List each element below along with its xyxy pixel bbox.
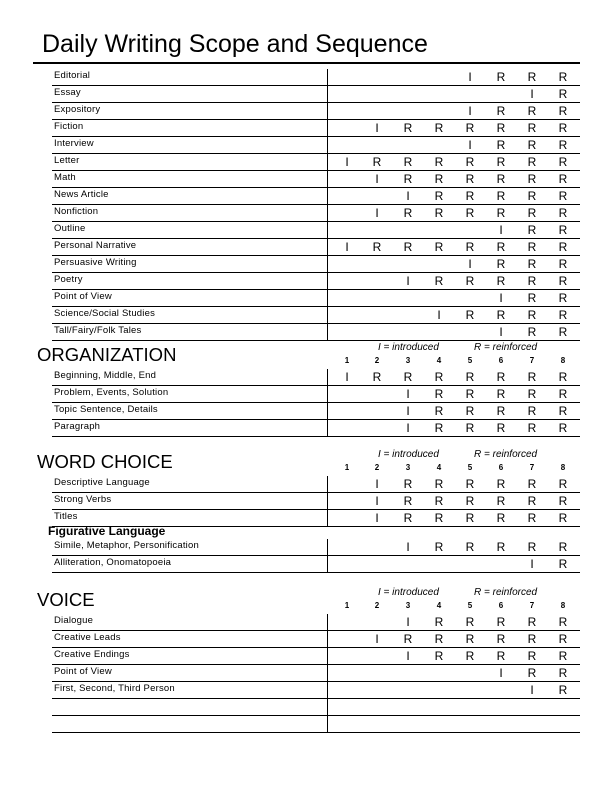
table-row (52, 324, 580, 341)
column-divider (327, 188, 328, 205)
grade-mark: R (434, 370, 444, 384)
row-label: Point of View (54, 291, 112, 302)
table-row (52, 86, 580, 103)
grade-mark: R (465, 240, 475, 254)
column-divider (327, 510, 328, 527)
grade-mark: I (406, 404, 410, 418)
grade-column-label: 4 (436, 356, 442, 365)
voice-table (52, 614, 580, 733)
grade-mark: R (434, 206, 444, 220)
grade-mark: R (434, 274, 444, 288)
row-label: Strong Verbs (54, 494, 112, 505)
column-divider (327, 403, 328, 420)
grade-mark: R (558, 274, 568, 288)
grade-mark: R (403, 494, 413, 508)
table-row (52, 307, 580, 324)
row-label: Letter (54, 155, 80, 166)
grade-mark: R (558, 511, 568, 525)
grade-mark: R (527, 155, 537, 169)
grade-mark: R (527, 172, 537, 186)
grade-mark: R (434, 121, 444, 135)
row-label: News Article (54, 189, 109, 200)
grade-mark: R (496, 240, 506, 254)
grade-mark: I (375, 632, 379, 646)
grade-mark: R (558, 172, 568, 186)
grade-column-label: 6 (498, 601, 504, 610)
grade-mark: R (527, 70, 537, 84)
grade-mark: R (465, 308, 475, 322)
column-divider (327, 324, 328, 341)
row-label: Persuasive Writing (54, 257, 137, 268)
grade-mark: R (558, 666, 568, 680)
column-divider (327, 476, 328, 493)
grade-column-label: 6 (498, 356, 504, 365)
grade-column-label: 3 (405, 356, 411, 365)
table-row (52, 256, 580, 273)
grade-mark: R (558, 421, 568, 435)
grade-mark: R (527, 189, 537, 203)
legend-reinforced: R = reinforced (474, 342, 538, 353)
grade-mark: R (434, 511, 444, 525)
grade-mark: I (530, 87, 534, 101)
row-label: Fiction (54, 121, 84, 132)
grade-mark: R (434, 240, 444, 254)
grade-mark: R (527, 649, 537, 663)
table-row (52, 239, 580, 256)
column-divider (327, 369, 328, 386)
grade-mark: I (345, 240, 349, 254)
column-divider (327, 120, 328, 137)
table-row (52, 103, 580, 120)
grade-mark: R (558, 138, 568, 152)
grade-mark: R (434, 477, 444, 491)
grade-mark: R (403, 240, 413, 254)
figurative-language-heading: Figurative Language (48, 524, 166, 538)
grade-mark: R (403, 477, 413, 491)
column-divider (327, 493, 328, 510)
grade-mark: R (465, 121, 475, 135)
grade-mark: R (527, 240, 537, 254)
voice-title: VOICE (37, 589, 95, 610)
column-divider (327, 556, 328, 573)
grade-mark: R (558, 557, 568, 571)
grade-mark: R (496, 387, 506, 401)
blank-row (52, 716, 580, 733)
grade-mark: R (496, 632, 506, 646)
title-rule (33, 62, 580, 64)
row-label: Titles (54, 511, 78, 522)
grade-mark: R (558, 87, 568, 101)
table-row (52, 556, 580, 573)
grade-mark: R (465, 206, 475, 220)
grade-mark: R (527, 138, 537, 152)
table-row (52, 403, 580, 420)
table-row (52, 614, 580, 631)
grade-column-label: 7 (529, 463, 535, 472)
grade-mark: I (406, 540, 410, 554)
grade-mark: I (375, 121, 379, 135)
grade-mark: R (527, 540, 537, 554)
grade-mark: R (372, 370, 382, 384)
column-divider (327, 239, 328, 256)
grade-mark: R (496, 206, 506, 220)
table-row (52, 120, 580, 137)
table-row (52, 69, 580, 86)
row-label: Interview (54, 138, 94, 149)
grade-mark: R (558, 325, 568, 339)
column-divider (327, 648, 328, 665)
grade-mark: R (527, 370, 537, 384)
grade-mark: R (403, 632, 413, 646)
table-row (52, 648, 580, 665)
grade-column-label: 5 (467, 356, 473, 365)
grade-mark: I (406, 649, 410, 663)
column-divider (327, 154, 328, 171)
column-divider (327, 420, 328, 437)
grade-mark: R (496, 511, 506, 525)
legend-introduced: I = introduced (378, 449, 439, 460)
grade-column-label: 8 (560, 356, 566, 365)
grade-mark: R (558, 683, 568, 697)
grade-mark: I (375, 206, 379, 220)
grade-mark: R (558, 494, 568, 508)
grade-mark: R (558, 189, 568, 203)
table-row (52, 188, 580, 205)
grade-mark: R (558, 632, 568, 646)
genres-table (52, 69, 580, 341)
grade-mark: R (403, 172, 413, 186)
grade-mark: R (527, 666, 537, 680)
table-row (52, 493, 580, 510)
table-row (52, 154, 580, 171)
grade-mark: R (496, 121, 506, 135)
grade-mark: I (468, 138, 472, 152)
grade-mark: R (434, 404, 444, 418)
table-row (52, 682, 580, 699)
row-label: First, Second, Third Person (54, 683, 175, 694)
column-divider (327, 307, 328, 324)
grade-mark: R (465, 615, 475, 629)
grade-mark: I (468, 70, 472, 84)
grade-mark: R (496, 104, 506, 118)
column-divider (327, 256, 328, 273)
grade-mark: I (375, 511, 379, 525)
grade-mark: R (496, 404, 506, 418)
grade-column-label: 2 (374, 356, 380, 365)
grade-mark: R (465, 155, 475, 169)
grade-mark: R (527, 615, 537, 629)
grade-mark: R (496, 70, 506, 84)
grade-mark: R (527, 121, 537, 135)
grade-mark: R (465, 404, 475, 418)
grade-mark: R (496, 649, 506, 663)
grade-mark: R (465, 540, 475, 554)
grade-column-label: 5 (467, 601, 473, 610)
grade-mark: I (375, 477, 379, 491)
column-divider (327, 69, 328, 86)
grade-mark: R (434, 615, 444, 629)
row-label: Math (54, 172, 76, 183)
grade-mark: R (496, 257, 506, 271)
table-row (52, 386, 580, 403)
column-divider (327, 171, 328, 188)
legend-introduced: I = introduced (378, 342, 439, 353)
grade-mark: R (527, 104, 537, 118)
grade-mark: R (558, 70, 568, 84)
grade-mark: R (403, 511, 413, 525)
grade-column-label: 8 (560, 463, 566, 472)
column-divider (327, 273, 328, 290)
grade-mark: R (558, 291, 568, 305)
grade-mark: R (465, 172, 475, 186)
organization-title: ORGANIZATION (37, 344, 177, 365)
row-label: Essay (54, 87, 81, 98)
legend-reinforced: R = reinforced (474, 587, 538, 598)
grade-mark: I (468, 104, 472, 118)
table-row (52, 171, 580, 188)
grade-column-label: 2 (374, 463, 380, 472)
grade-mark: R (558, 121, 568, 135)
grade-mark: R (465, 387, 475, 401)
row-label: Personal Narrative (54, 240, 137, 251)
row-label: Dialogue (54, 615, 94, 626)
grade-mark: R (465, 494, 475, 508)
table-row (52, 631, 580, 648)
grade-mark: R (496, 274, 506, 288)
grade-mark: R (527, 308, 537, 322)
grade-mark: I (499, 666, 503, 680)
grade-mark: I (345, 370, 349, 384)
grade-mark: I (530, 683, 534, 697)
row-label: Tall/Fairy/Folk Tales (54, 325, 142, 336)
grade-mark: R (496, 370, 506, 384)
grade-mark: I (499, 291, 503, 305)
row-label: Nonfiction (54, 206, 99, 217)
grade-mark: R (434, 387, 444, 401)
grade-mark: R (403, 206, 413, 220)
table-row (52, 665, 580, 682)
grade-mark: R (527, 291, 537, 305)
grade-mark: R (527, 274, 537, 288)
grade-mark: R (496, 540, 506, 554)
grade-mark: R (558, 155, 568, 169)
grade-column-label: 3 (405, 601, 411, 610)
grade-mark: R (558, 308, 568, 322)
grade-column-label: 6 (498, 463, 504, 472)
row-label: Poetry (54, 274, 83, 285)
grade-mark: R (527, 477, 537, 491)
grade-column-label: 7 (529, 356, 535, 365)
word-choice-table (52, 476, 580, 527)
table-row (52, 137, 580, 154)
row-label: Creative Leads (54, 632, 121, 643)
column-divider (327, 682, 328, 699)
grade-mark: R (496, 155, 506, 169)
grade-mark: R (527, 632, 537, 646)
grade-mark: R (527, 387, 537, 401)
row-label: Beginning, Middle, End (54, 370, 157, 381)
grade-mark: R (527, 223, 537, 237)
grade-mark: R (558, 206, 568, 220)
grade-mark: R (496, 421, 506, 435)
grade-mark: R (496, 172, 506, 186)
grade-mark: R (403, 121, 413, 135)
row-label: Paragraph (54, 421, 101, 432)
grade-mark: R (558, 104, 568, 118)
column-divider (327, 86, 328, 103)
table-row (52, 369, 580, 386)
grade-mark: R (527, 325, 537, 339)
grade-mark: R (403, 370, 413, 384)
column-divider (327, 137, 328, 154)
grade-mark: R (558, 370, 568, 384)
grade-mark: R (434, 172, 444, 186)
grade-column-label: 8 (560, 601, 566, 610)
grade-mark: R (465, 189, 475, 203)
grade-mark: R (558, 257, 568, 271)
row-label: Expository (54, 104, 101, 115)
grade-mark: R (465, 421, 475, 435)
table-row (52, 205, 580, 222)
grade-mark: R (527, 206, 537, 220)
grade-mark: R (434, 189, 444, 203)
column-divider (327, 539, 328, 556)
column-divider (327, 631, 328, 648)
grade-mark: R (558, 387, 568, 401)
grade-mark: R (372, 240, 382, 254)
table-row (52, 273, 580, 290)
grade-mark: I (345, 155, 349, 169)
grade-mark: R (558, 240, 568, 254)
grade-mark: I (375, 172, 379, 186)
grade-mark: R (465, 477, 475, 491)
grade-mark: R (527, 494, 537, 508)
legend-introduced: I = introduced (378, 587, 439, 598)
grade-mark: I (406, 421, 410, 435)
grade-mark: R (434, 632, 444, 646)
word-choice-title: WORD CHOICE (37, 451, 173, 472)
grade-mark: I (406, 615, 410, 629)
grade-column-label: 2 (374, 601, 380, 610)
grade-column-label: 7 (529, 601, 535, 610)
row-label: Creative Endings (54, 649, 130, 660)
grade-mark: R (496, 615, 506, 629)
grade-mark: R (434, 494, 444, 508)
grade-mark: R (465, 632, 475, 646)
row-label: Outline (54, 223, 86, 234)
grade-mark: R (465, 274, 475, 288)
column-divider (327, 205, 328, 222)
column-divider (327, 699, 328, 716)
grade-column-label: 4 (436, 601, 442, 610)
grade-mark: I (499, 223, 503, 237)
grade-column-label: 5 (467, 463, 473, 472)
table-row (52, 420, 580, 437)
row-label: Topic Sentence, Details (54, 404, 158, 415)
grade-mark: R (434, 155, 444, 169)
grade-mark: I (437, 308, 441, 322)
grade-column-label: 3 (405, 463, 411, 472)
figurative-language-table (52, 539, 580, 573)
blank-row (52, 699, 580, 716)
grade-mark: R (527, 511, 537, 525)
grade-mark: I (406, 189, 410, 203)
grade-mark: I (375, 494, 379, 508)
grade-mark: R (465, 649, 475, 663)
grade-mark: I (406, 387, 410, 401)
grade-mark: R (496, 494, 506, 508)
grade-mark: R (558, 477, 568, 491)
table-row (52, 476, 580, 493)
grade-mark: R (496, 308, 506, 322)
grade-mark: R (527, 257, 537, 271)
grade-mark: R (558, 615, 568, 629)
column-divider (327, 290, 328, 307)
page-title: Daily Writing Scope and Sequence (42, 30, 428, 58)
row-label: Descriptive Language (54, 477, 150, 488)
table-row (52, 539, 580, 556)
table-row (52, 290, 580, 307)
grade-mark: R (434, 649, 444, 663)
grade-mark: I (499, 325, 503, 339)
grade-mark: R (558, 540, 568, 554)
row-label: Editorial (54, 70, 91, 81)
row-label: Problem, Events, Solution (54, 387, 169, 398)
grade-mark: R (558, 404, 568, 418)
column-divider (327, 103, 328, 120)
grade-mark: I (530, 557, 534, 571)
legend-reinforced: R = reinforced (474, 449, 538, 460)
grade-mark: R (558, 649, 568, 663)
row-label: Simile, Metaphor, Personification (54, 540, 199, 551)
column-divider (327, 716, 328, 733)
column-divider (327, 222, 328, 239)
table-row (52, 222, 580, 239)
grade-mark: R (434, 540, 444, 554)
column-divider (327, 665, 328, 682)
organization-table (52, 369, 580, 437)
grade-mark: R (372, 155, 382, 169)
grade-mark: R (496, 189, 506, 203)
grade-mark: I (468, 257, 472, 271)
grade-mark: R (465, 370, 475, 384)
grade-mark: R (465, 511, 475, 525)
grade-column-label: 1 (344, 356, 350, 365)
grade-column-label: 4 (436, 463, 442, 472)
grade-mark: R (527, 421, 537, 435)
row-label: Science/Social Studies (54, 308, 156, 319)
grade-column-label: 1 (344, 463, 350, 472)
grade-mark: R (527, 404, 537, 418)
grade-column-label: 1 (344, 601, 350, 610)
grade-mark: R (434, 421, 444, 435)
grade-mark: R (403, 155, 413, 169)
row-label: Point of View (54, 666, 112, 677)
column-divider (327, 386, 328, 403)
column-divider (327, 614, 328, 631)
grade-mark: I (406, 274, 410, 288)
grade-mark: R (558, 223, 568, 237)
grade-mark: R (496, 477, 506, 491)
grade-mark: R (496, 138, 506, 152)
row-label: Alliteration, Onomatopoeia (54, 557, 172, 568)
